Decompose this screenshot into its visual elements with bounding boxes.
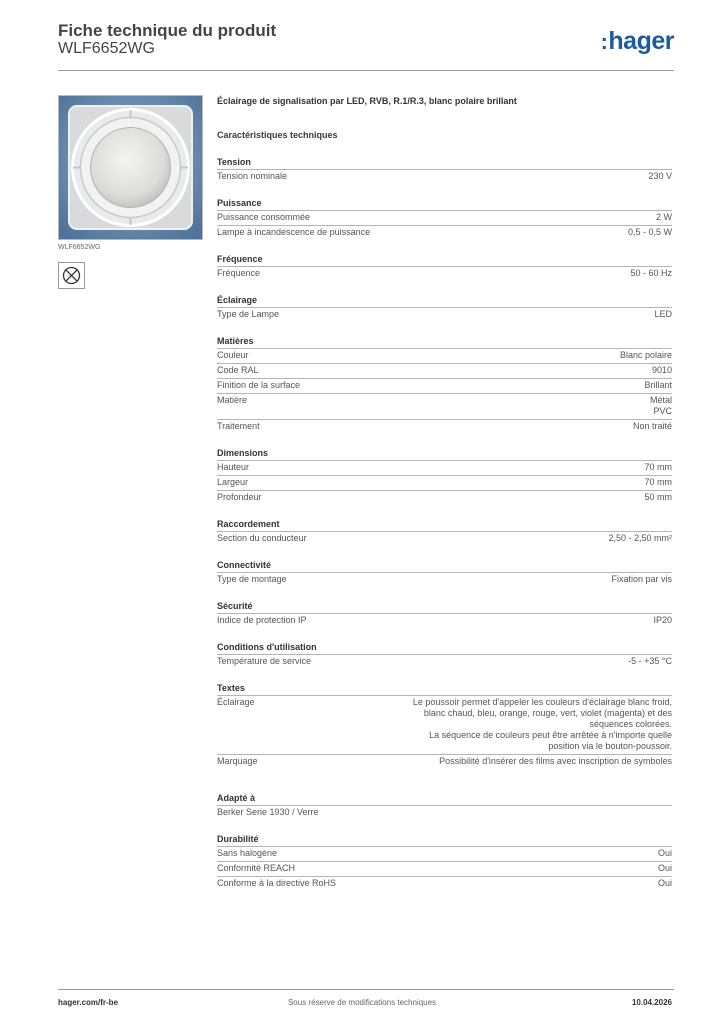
spec-section xyxy=(217,560,672,587)
product-description: Éclairage de signalisation par LED, RVB, R.1/R.3, blanc polaire brillant xyxy=(217,96,517,106)
spec-section xyxy=(217,448,672,505)
hager-logo xyxy=(601,27,674,56)
spec-label: Marquage xyxy=(217,756,258,766)
spec-row xyxy=(217,307,672,322)
spec-value xyxy=(413,697,672,752)
header-divider xyxy=(58,70,674,71)
spec-value xyxy=(630,268,672,279)
spec-value-line: 70 mm xyxy=(644,477,672,487)
lamp-symbol-icon xyxy=(58,262,85,289)
spec-row xyxy=(217,266,672,281)
spec-row xyxy=(217,846,672,861)
spec-value xyxy=(608,533,672,544)
spec-value xyxy=(648,171,672,182)
spec-row xyxy=(217,225,672,240)
spec-value-line: 50 - 60 Hz xyxy=(630,268,672,278)
spec-value xyxy=(644,477,672,488)
section-title: Dimensions xyxy=(217,448,269,458)
tech-characteristics-title: Caractéristiques techniques xyxy=(217,130,338,140)
spec-row xyxy=(217,531,672,546)
product-photo-drawing xyxy=(59,96,202,239)
spec-value-line: Métal xyxy=(649,395,672,405)
product-photo xyxy=(58,95,203,240)
spec-value-line: Oui xyxy=(657,848,672,858)
spec-content xyxy=(217,96,672,891)
spec-section xyxy=(217,157,672,184)
section-title: Fréquence xyxy=(217,254,263,264)
section-title: Tension xyxy=(217,157,251,167)
logo-dots: : xyxy=(600,29,608,54)
footer-divider xyxy=(58,989,674,990)
spec-value xyxy=(644,462,672,473)
spec-value-line: Oui xyxy=(657,878,672,888)
spec-label: Type de montage xyxy=(217,574,287,584)
spec-value xyxy=(644,492,672,503)
section-title: Matières xyxy=(217,336,254,346)
spec-value-line: blanc chaud, bleu, orange, rouge, vert, violet (magenta) et des xyxy=(423,708,672,718)
spec-label: Berker Serie 1930 / Verre xyxy=(217,807,319,817)
footer-date: 10.04.2026 xyxy=(631,998,672,1007)
spec-section xyxy=(217,254,672,281)
spec-section xyxy=(217,336,672,434)
spec-section xyxy=(217,683,672,769)
spec-section xyxy=(217,601,672,628)
spec-value xyxy=(628,227,672,238)
spec-value-line: 2,50 - 2,50 mm² xyxy=(608,533,672,543)
spec-value-line: -5 - +35 °C xyxy=(628,656,672,666)
spec-label: Fréquence xyxy=(217,268,261,278)
spec-value xyxy=(633,421,672,432)
spec-row xyxy=(217,695,672,754)
spec-value-line: position via le bouton-poussoir. xyxy=(548,741,672,751)
spec-value-line: 9010 xyxy=(651,365,672,375)
page-title: Fiche technique du produit xyxy=(58,21,277,40)
spec-row xyxy=(217,393,672,419)
spec-row xyxy=(217,210,672,225)
spec-row xyxy=(217,475,672,490)
spec-value xyxy=(628,656,672,667)
spec-value xyxy=(650,395,672,417)
section-title: Éclairage xyxy=(217,295,258,305)
spec-value xyxy=(658,878,672,889)
spec-value xyxy=(652,365,672,376)
spec-value-line: IP20 xyxy=(653,615,672,625)
spec-row xyxy=(217,654,672,669)
spec-value-line: LED xyxy=(654,309,672,319)
spec-row xyxy=(217,378,672,393)
spec-value-line: 2 W xyxy=(655,212,672,222)
spec-value-line: 0,5 - 0,5 W xyxy=(627,227,672,237)
spec-section xyxy=(217,793,672,820)
spec-value xyxy=(656,212,672,223)
spec-row xyxy=(217,419,672,434)
spec-value xyxy=(611,574,672,585)
spec-value-line: 50 mm xyxy=(644,492,672,502)
spec-label: Indice de protection IP xyxy=(217,615,307,625)
spec-value xyxy=(658,863,672,874)
spec-label: Conformité REACH xyxy=(217,863,296,873)
spec-sections xyxy=(217,157,672,891)
footer-website: hager.com/fr-be xyxy=(58,998,119,1007)
spec-label: Matière xyxy=(217,395,248,405)
spec-label: Puissance consommée xyxy=(217,212,311,222)
spec-value xyxy=(620,350,672,361)
spec-row xyxy=(217,861,672,876)
spec-value xyxy=(653,615,672,626)
spec-label: Couleur xyxy=(217,350,249,360)
spec-section xyxy=(217,834,672,891)
spec-value-line: Blanc polaire xyxy=(619,350,672,360)
spec-value-line: Oui xyxy=(657,863,672,873)
spec-value xyxy=(439,756,672,767)
spec-value-line: Le poussoir permet d'appeler les couleurs d'éclairage blanc froid, xyxy=(412,697,672,707)
spec-value-line: séquences colorées. xyxy=(589,719,672,729)
spec-row xyxy=(217,613,672,628)
product-reference: WLF6652WG xyxy=(58,40,155,57)
spec-row xyxy=(217,460,672,475)
spec-row xyxy=(217,754,672,769)
spec-row xyxy=(217,572,672,587)
spec-label: Hauteur xyxy=(217,462,250,472)
spec-value xyxy=(644,380,672,391)
spec-value-line: Possibilité d'insérer des films avec inscription de symboles xyxy=(439,756,672,766)
spec-value-line: Brillant xyxy=(644,380,672,390)
section-title: Textes xyxy=(217,683,245,693)
spec-row xyxy=(217,348,672,363)
logo-text: hager xyxy=(608,27,674,55)
spec-section xyxy=(217,519,672,546)
spec-row xyxy=(217,805,672,820)
section-title: Puissance xyxy=(217,198,262,208)
spec-value-line: La séquence de couleurs peut être arrêtée à n'importe quelle xyxy=(429,730,672,740)
spec-row xyxy=(217,490,672,505)
spec-label: Éclairage xyxy=(217,697,255,707)
spec-value-line: 70 mm xyxy=(644,462,672,472)
spec-label: Type de Lampe xyxy=(217,309,280,319)
section-title: Conditions d'utilisation xyxy=(217,642,317,652)
spec-section xyxy=(217,198,672,240)
spec-label: Section du conducteur xyxy=(217,533,307,543)
spec-value xyxy=(658,848,672,859)
photo-caption: WLF6652WG xyxy=(58,244,101,251)
spec-value-line: Fixation par vis xyxy=(611,574,672,584)
section-title: Raccordement xyxy=(217,519,280,529)
spec-label: Largeur xyxy=(217,477,249,487)
spec-label: Profondeur xyxy=(217,492,262,502)
spec-label: Température de service xyxy=(217,656,312,666)
spec-row xyxy=(217,169,672,184)
spec-label: Tension nominale xyxy=(217,171,288,181)
spec-row xyxy=(217,876,672,891)
section-title: Sécurité xyxy=(217,601,253,611)
section-title: Adapté à xyxy=(217,793,256,803)
section-title: Durabilité xyxy=(217,834,259,844)
spec-label: Finition de la surface xyxy=(217,380,301,390)
spec-value-line: Non traité xyxy=(632,421,672,431)
spec-label: Code RAL xyxy=(217,365,259,375)
spec-section xyxy=(217,295,672,322)
spec-value-line: PVC xyxy=(653,406,672,416)
spec-label: Sans halogène xyxy=(217,848,278,858)
footer-notice: Sous réserve de modifications techniques xyxy=(287,998,437,1007)
spec-value xyxy=(654,309,672,320)
spec-row xyxy=(217,363,672,378)
spec-value-line: 230 V xyxy=(648,171,672,181)
spec-label: Conforme à la directive RoHS xyxy=(217,878,337,888)
section-title: Connectivité xyxy=(217,560,272,570)
spec-label: Traitement xyxy=(217,421,260,431)
spec-label: Lampe à incandescence de puissance xyxy=(217,227,371,237)
spec-section xyxy=(217,642,672,669)
